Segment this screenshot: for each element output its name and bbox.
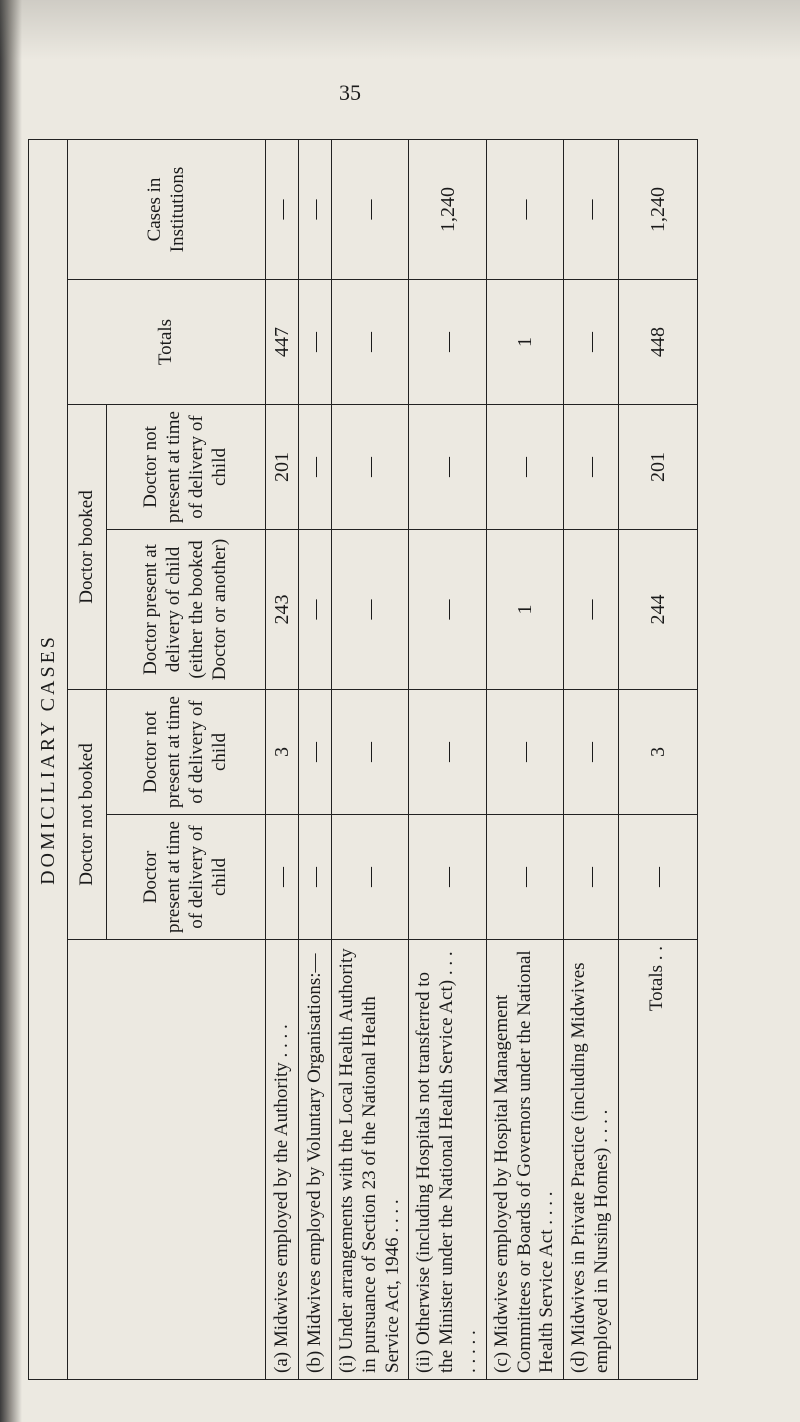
- table-row: [409, 139, 486, 1379]
- cell-b-not-present: —: [409, 405, 486, 530]
- header-b-doctor-not-present: Doctor not present at time of delivery of child: [107, 405, 266, 530]
- cell-nb-not-present: —: [299, 690, 332, 815]
- totals-row: [618, 139, 697, 1379]
- totals-label: Totals . .: [618, 940, 697, 1380]
- table-row: [266, 139, 299, 1379]
- page-number: 35: [339, 80, 361, 105]
- page-edge-shadow: [0, 0, 22, 1422]
- cell-nb-present: —: [409, 815, 486, 940]
- cell-totals: —: [299, 280, 332, 405]
- table-row: [564, 139, 619, 1379]
- total-b-present: 244: [618, 530, 697, 690]
- cell-b-present: —: [299, 530, 332, 690]
- cell-institutions: 1,240: [409, 139, 486, 279]
- cell-nb-not-present: —: [409, 690, 486, 815]
- cell-nb-present: —: [486, 815, 563, 940]
- row-label-header: [68, 940, 266, 1380]
- cell-institutions: —: [299, 139, 332, 279]
- header-cases-in-institutions: Cases in Institutions: [68, 139, 266, 279]
- cell-b-not-present: —: [564, 405, 619, 530]
- cell-totals: 1: [486, 280, 563, 405]
- cell-nb-present: —: [266, 815, 299, 940]
- header-totals: Totals: [68, 280, 266, 405]
- cell-b-not-present: 201: [266, 405, 299, 530]
- table-title: DOMICILIARY CASES: [29, 139, 68, 1379]
- total-nb-not-present: 3: [618, 690, 697, 815]
- cell-b-present: —: [409, 530, 486, 690]
- cell-b-present: 1: [486, 530, 563, 690]
- cell-nb-present: —: [564, 815, 619, 940]
- cell-b-present: —: [332, 530, 409, 690]
- cell-b-not-present: —: [332, 405, 409, 530]
- row-label: (d) Midwives in Private Practice (including Midwives employed in Nursing Homes) . . . .: [564, 940, 619, 1380]
- cell-nb-not-present: —: [332, 690, 409, 815]
- cell-institutions: —: [564, 139, 619, 279]
- cell-nb-not-present: 3: [266, 690, 299, 815]
- cell-b-present: —: [564, 530, 619, 690]
- row-label: (i) Under arrangements with the Local Health Authority in pursuance of Section 23 of the National Health Service Act, 1946 . . . .: [332, 940, 409, 1380]
- cell-nb-not-present: —: [486, 690, 563, 815]
- header-nb-doctor-present: Doctor present at time of delivery of child: [107, 815, 266, 940]
- total-b-not-present: 201: [618, 405, 697, 530]
- cell-institutions: —: [332, 139, 409, 279]
- table-row: [486, 139, 563, 1379]
- cell-totals: —: [564, 280, 619, 405]
- cell-totals: 447: [266, 280, 299, 405]
- table-row: [332, 139, 409, 1379]
- header-doctor-not-booked: Doctor not booked: [68, 690, 107, 940]
- header-nb-doctor-not-present: Doctor not present at time of delivery of child: [107, 690, 266, 815]
- cell-b-not-present: —: [299, 405, 332, 530]
- cell-nb-present: —: [299, 815, 332, 940]
- table-row: [299, 139, 332, 1379]
- row-label: (a) Midwives employed by the Authority . . . .: [266, 940, 299, 1380]
- cell-nb-present: —: [332, 815, 409, 940]
- cell-b-not-present: —: [486, 405, 563, 530]
- header-doctor-booked: Doctor booked: [68, 405, 107, 690]
- header-b-doctor-present: Doctor present at delivery of child (either the booked Doctor or another): [107, 530, 266, 690]
- row-label: (b) Midwives employed by Voluntary Organisations:—: [299, 940, 332, 1380]
- row-label: (c) Midwives employed by Hospital Management Committees or Boards of Governors under the National Health Service Act . . . .: [486, 940, 563, 1380]
- cell-totals: —: [409, 280, 486, 405]
- cell-institutions: —: [486, 139, 563, 279]
- page-top-shadow: [0, 0, 800, 60]
- cell-totals: —: [332, 280, 409, 405]
- domiciliary-cases-table: [28, 139, 698, 1380]
- total-institutions: 1,240: [618, 139, 697, 279]
- cell-b-present: 243: [266, 530, 299, 690]
- cell-nb-not-present: —: [564, 690, 619, 815]
- rotated-table-wrapper: [28, 140, 688, 1380]
- row-label: (ii) Otherwise (including Hospitals not transferred to the Minister under the National Health Service Act) . . . . . . . .: [409, 940, 486, 1380]
- total-nb-present: —: [618, 815, 697, 940]
- total-totals: 448: [618, 280, 697, 405]
- cell-institutions: —: [266, 139, 299, 279]
